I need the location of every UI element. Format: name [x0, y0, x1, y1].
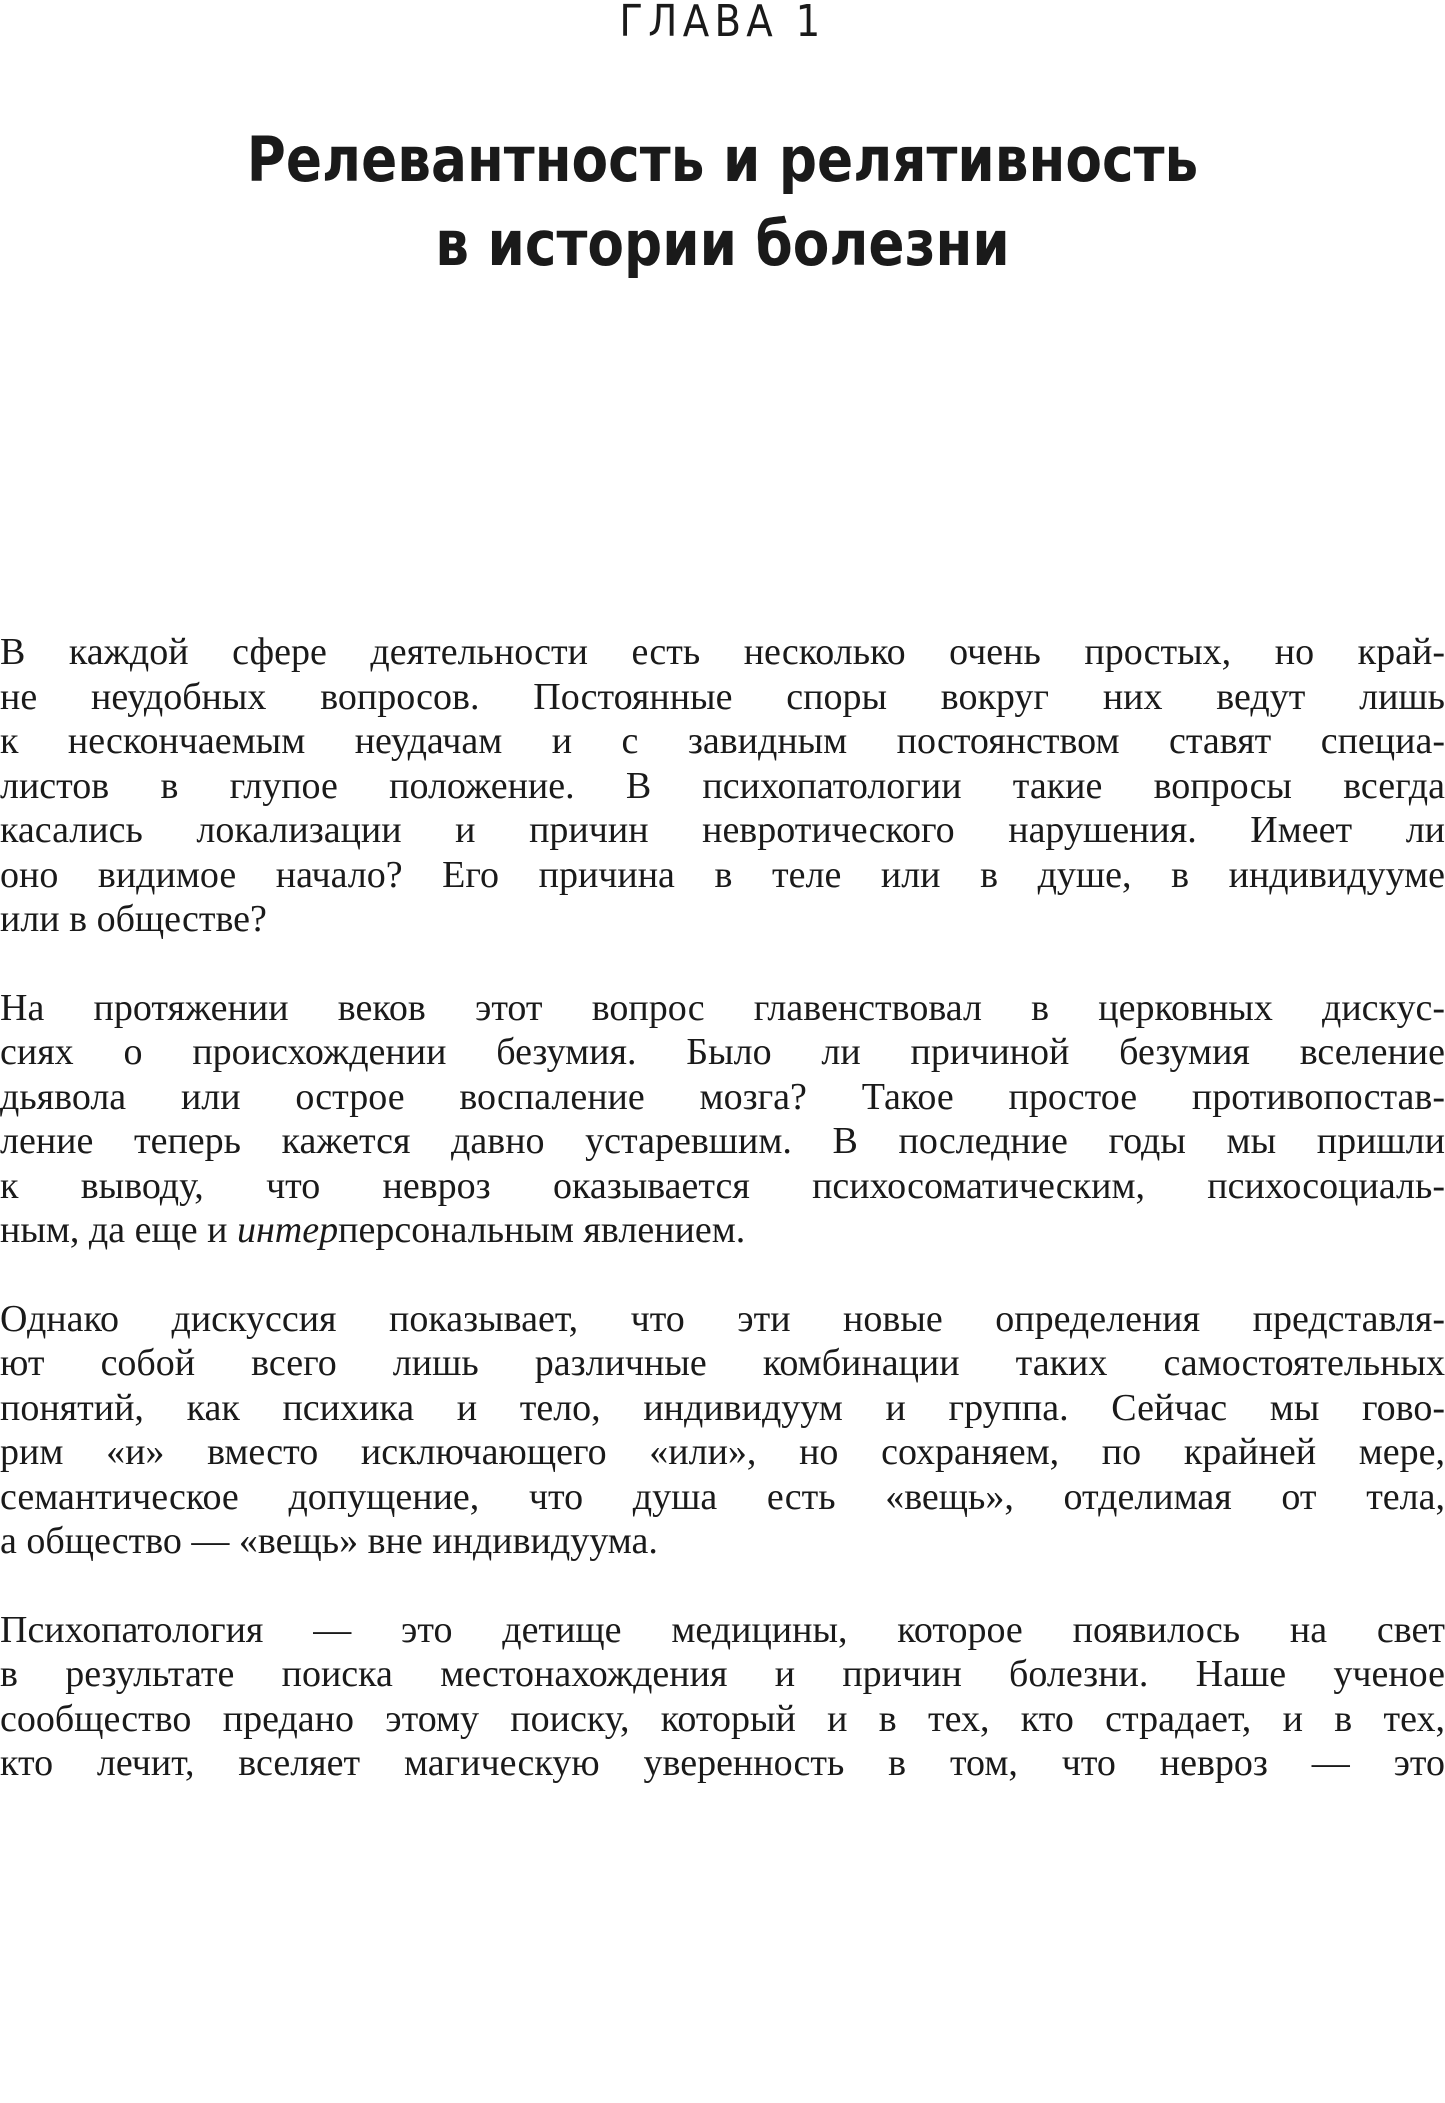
- chapter-title: [0, 118, 1445, 286]
- text-line: оно видимое начало? Его причина в теле или в душе, в индивидууме: [0, 853, 1445, 896]
- text-line: рим «и» вместо исключающего «или», но сохраняем, по крайней мере,: [0, 1431, 1445, 1473]
- text-line: к выводу, что невроз оказывается психосоматическим, психосоциаль-: [0, 1164, 1445, 1207]
- text-line: ление теперь кажется давно устаревшим. В последние годы мы пришли: [0, 1120, 1445, 1162]
- paragraph-3: [0, 1297, 1445, 1564]
- paragraph-2: [0, 986, 1445, 1253]
- text-line: дьявола или острое воспаление мозга? Такое простое противопостав-: [0, 1075, 1445, 1118]
- text-line: На протяжении веков этот вопрос главенствовал в церковных дискус-: [0, 986, 1445, 1029]
- paragraph-1: [0, 630, 1445, 942]
- text-line: листов в глупое положение. В психопатологии такие вопросы всегда: [0, 764, 1445, 807]
- text-line: семантическое допущение, что душа есть «вещь», отделимая от тела,: [0, 1475, 1445, 1518]
- text-line: сиях о происхождении безумия. Было ли причиной безумия вселение: [0, 1031, 1445, 1073]
- chapter-title-line: Релевантность и релятивность: [246, 123, 1199, 196]
- text-line: к нескончаемым неудачам и с завидным постоянством ставят специа-: [0, 720, 1445, 762]
- text-line: кто лечит, вселяет магическую уверенность в том, что невроз — это: [0, 1742, 1445, 1784]
- italic-emphasis: интер: [236, 1209, 339, 1251]
- text-line: или в обществе?: [0, 898, 267, 940]
- text-line: не неудобных вопросов. Постоянные споры вокруг них ведут лишь: [0, 675, 1445, 718]
- text-line: касались локализации и причин невротического нарушения. Имеет ли: [0, 809, 1445, 851]
- text-line: [0, 1208, 1445, 1253]
- text-line: а общество — «вещь» вне индивидуума.: [0, 1520, 658, 1562]
- text-line: понятий, как психика и тело, индивидуум и группа. Сейчас мы гово-: [0, 1386, 1445, 1429]
- text-line: В каждой сфере деятельности есть несколько очень простых, но край-: [0, 631, 1445, 673]
- text-line: в результате поиска местонахождения и причин болезни. Наше ученое: [0, 1653, 1445, 1695]
- body-text: [0, 630, 1445, 1830]
- text-run: ным, да еще и: [0, 1209, 237, 1251]
- chapter-label: ГЛАВА 1: [619, 0, 826, 47]
- text-line: сообщество предано этому поиску, который и в тех, кто страдает, и в тех,: [0, 1697, 1445, 1740]
- chapter-title-line: в истории болезни: [435, 207, 1010, 280]
- text-line: Психопатология — это детище медицины, которое появилось на свет: [0, 1608, 1445, 1651]
- text-line: Однако дискуссия показывает, что эти новые определения представля-: [0, 1297, 1445, 1340]
- text-run: персональным явлением.: [338, 1209, 746, 1251]
- text-line: ют собой всего лишь различные комбинации таких самостоятельных: [0, 1342, 1445, 1384]
- paragraph-4: [0, 1608, 1445, 1786]
